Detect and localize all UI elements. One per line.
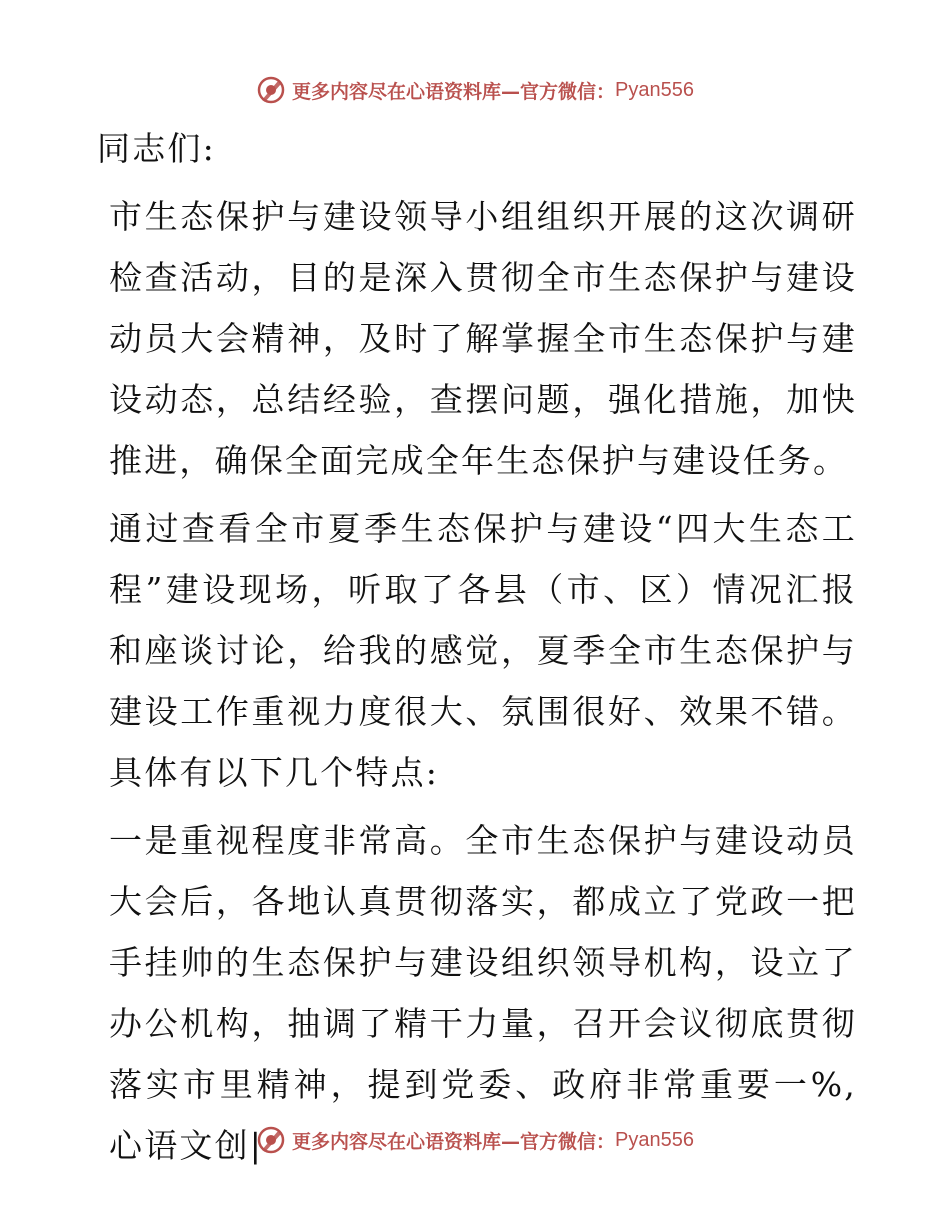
- pen-nib-logo-icon: [256, 75, 286, 105]
- header-banner: [0, 70, 950, 110]
- header-banner-wechat-id: Pyan556: [615, 78, 694, 101]
- paragraph-2: 通过查看全市夏季生态保护与建设“四大生态工程”建设现场，听取了各县（市、区）情况汇报和座谈讨论，给我的感觉，夏季全市生态保护与建设工作重视力度很大、氛围很好、效果不错。具体有以下几个特点:: [109, 509, 857, 792]
- paragraph-3: 一是重视程度非常高。全市生态保护与建设动员大会后，各地认真贯彻落实，都成立了党政一把手挂帅的生态保护与建设组织领导机构，设立了办公机构，抽调了精干力量，召开会议彻底贯彻落实市里精神，提到党委、政府非常重要一%,心语文创|: [109, 821, 857, 1165]
- footer-banner: [0, 1120, 950, 1160]
- paragraph-1: 市生态保护与建设领导小组组织开展的这次调研检查活动，目的是深入贯彻全市生态保护与建设动员大会精神，及时了解掌握全市生态保护与建设动态，总结经验，查摆问题，强化措施，加快推进，确保全面完成全年生态保护与建设任务。: [109, 197, 857, 480]
- footer-banner-text: 更多内容尽在心语资料库—官方微信：: [292, 1130, 616, 1153]
- footer-banner-wechat-id: Pyan556: [615, 1128, 694, 1151]
- greeting: 同志们:: [97, 129, 216, 168]
- pen-nib-logo-icon: [256, 1125, 286, 1155]
- header-banner-text: 更多内容尽在心语资料库—官方微信：: [292, 80, 616, 103]
- document-body: [97, 118, 857, 1176]
